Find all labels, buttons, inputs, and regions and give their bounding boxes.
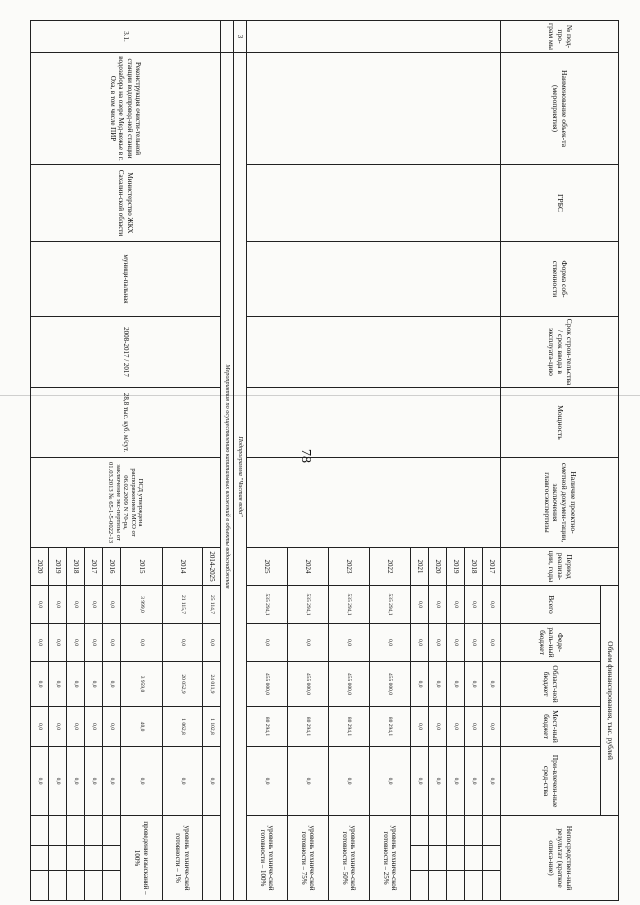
- page-number: 78: [298, 449, 313, 463]
- result-cell-a: [411, 816, 429, 846]
- subprogram-title: Подпрограмма "Чистая вода": [234, 53, 247, 901]
- total-cell: 0,0: [465, 586, 483, 624]
- local-cell: 1 102,8: [203, 707, 221, 747]
- federal-cell: 0,0: [370, 624, 411, 662]
- header-term: Срок строи-тельства / срок ввода в эксплуата-цию: [501, 317, 619, 388]
- other-cell: 0,0: [163, 747, 203, 816]
- header-local: Мест-ный бюджет: [501, 707, 601, 747]
- local-cell: 80 294,1: [329, 707, 370, 747]
- other-cell: 0,0: [465, 747, 483, 816]
- object-ownership: муници-пальная: [31, 242, 221, 317]
- result-cell-b: [103, 846, 121, 871]
- header-num: № под-про-грам мы: [501, 21, 619, 53]
- period-cell: 2024: [288, 548, 329, 586]
- other-cell: 0,0: [370, 747, 411, 816]
- regional-cell: 455 000,0: [370, 662, 411, 707]
- result-cell: [103, 871, 121, 901]
- header-total: Всего: [501, 586, 601, 624]
- table-row: [203, 21, 221, 901]
- header-period: Период реализа-ции, годы: [501, 548, 619, 586]
- federal-cell: 0,0: [429, 624, 447, 662]
- total-cell: 0,0: [49, 586, 67, 624]
- local-cell: 80 294,1: [370, 707, 411, 747]
- prev-ownership-cell: [247, 242, 501, 317]
- result-cell: уровень техниче-ской готовности – 75%: [288, 816, 329, 901]
- total-cell: 0,0: [85, 586, 103, 624]
- regional-cell: 0,0: [447, 662, 465, 707]
- period-cell: 2025: [247, 548, 288, 586]
- regional-cell: 0,0: [483, 662, 501, 707]
- header-capacity: Мощность: [501, 388, 619, 458]
- table-row: [483, 21, 501, 901]
- federal-cell: 0,0: [465, 624, 483, 662]
- header-federal: Феде-раль-ный бюджет: [501, 624, 601, 662]
- object-term: 2008-2017 / 2017: [31, 317, 221, 388]
- object-psd: ПСД утверждена распоряжением МСО от 06.02.2009 N 70-ра, заключение экс-пертизы от 01.03.2013 № 65-1-5-0022-13: [31, 458, 221, 548]
- result-cell-b: [31, 846, 49, 871]
- header-name: Наименование объек-та (мероприятия): [501, 53, 619, 165]
- object-grbs: Министерство ЖКХ Сахалин-ской области: [31, 165, 221, 242]
- prev-term-cell: [247, 317, 501, 388]
- result-cell-a: [103, 816, 121, 846]
- result-cell-a: [483, 816, 501, 846]
- result-cell: [447, 871, 465, 901]
- period-cell: 2020: [429, 548, 447, 586]
- regional-cell: 0,0: [465, 662, 483, 707]
- result-cell-a: [447, 816, 465, 846]
- period-cell: 2022: [370, 548, 411, 586]
- regional-cell: 0,0: [103, 662, 121, 707]
- other-cell: 0,0: [329, 747, 370, 816]
- local-cell: 0,0: [49, 707, 67, 747]
- federal-cell: 0,0: [85, 624, 103, 662]
- subprogram-num: 3: [234, 21, 247, 53]
- local-cell: 80 294,1: [247, 707, 288, 747]
- regional-cell: 0,0: [49, 662, 67, 707]
- result-cell: [203, 816, 221, 901]
- header-row-1: [601, 21, 619, 901]
- result-cell: [49, 871, 67, 901]
- header-other: При-влечен-ные сред-ства: [501, 747, 601, 816]
- result-cell: [67, 871, 85, 901]
- other-cell: 0,0: [121, 747, 163, 816]
- period-cell: 2014: [163, 548, 203, 586]
- regional-cell: 455 000,0: [288, 662, 329, 707]
- federal-cell: 0,0: [121, 624, 163, 662]
- result-cell: проведение изысканий – 100%: [121, 816, 163, 901]
- regional-cell: 455 000,0: [247, 662, 288, 707]
- measures-num: [221, 21, 234, 53]
- regional-cell: 0,0: [429, 662, 447, 707]
- local-cell: 0,0: [483, 707, 501, 747]
- federal-cell: 0,0: [483, 624, 501, 662]
- result-cell-a: [429, 816, 447, 846]
- total-cell: 0,0: [411, 586, 429, 624]
- result-cell-b: [465, 846, 483, 871]
- measures-title: Мероприятия по осуществлению капитальных вложений в объекты водоснабжения: [221, 53, 234, 901]
- period-cell: 2017: [85, 548, 103, 586]
- prev-grbs-cell: [247, 165, 501, 242]
- result-cell: [465, 871, 483, 901]
- prev-num-cell: [247, 21, 501, 53]
- other-cell: 0,0: [429, 747, 447, 816]
- period-cell: 2016: [103, 548, 121, 586]
- other-cell: 0,0: [288, 747, 329, 816]
- header-psd: Наличие проектно-сметной докумен-тации, заключения главгосэкспертизы: [501, 458, 619, 548]
- local-cell: 0,0: [429, 707, 447, 747]
- local-cell: 40,0: [121, 707, 163, 747]
- federal-cell: 0,0: [67, 624, 85, 662]
- other-cell: 0,0: [85, 747, 103, 816]
- total-cell: 535 294,1: [329, 586, 370, 624]
- total-cell: 0,0: [483, 586, 501, 624]
- period-cell: 2018: [465, 548, 483, 586]
- other-cell: 0,0: [247, 747, 288, 816]
- period-cell: 2017: [483, 548, 501, 586]
- federal-cell: 0,0: [329, 624, 370, 662]
- federal-cell: 0,0: [103, 624, 121, 662]
- other-cell: 0,0: [447, 747, 465, 816]
- other-cell: 0,0: [411, 747, 429, 816]
- result-cell-b: [429, 846, 447, 871]
- federal-cell: 0,0: [31, 624, 49, 662]
- result-cell: уровень техниче-ской готовности – 1%: [163, 816, 203, 901]
- result-cell: [411, 871, 429, 901]
- regional-cell: 20 052,9: [163, 662, 203, 707]
- local-cell: 0,0: [447, 707, 465, 747]
- local-cell: 0,0: [465, 707, 483, 747]
- result-cell: [483, 871, 501, 901]
- period-cell: 2020: [31, 548, 49, 586]
- period-cell: 2023: [329, 548, 370, 586]
- local-cell: 0,0: [85, 707, 103, 747]
- other-cell: 0,0: [67, 747, 85, 816]
- total-cell: 3 999,0: [121, 586, 163, 624]
- header-ownership: Форма соб-ственности: [501, 242, 619, 317]
- result-cell-a: [85, 816, 103, 846]
- federal-cell: 0,0: [203, 624, 221, 662]
- other-cell: 0,0: [49, 747, 67, 816]
- federal-cell: 0,0: [163, 624, 203, 662]
- header-result: Непосредствен-ный результат (краткое описа-ние): [501, 816, 619, 901]
- local-cell: 0,0: [67, 707, 85, 747]
- other-cell: 0,0: [31, 747, 49, 816]
- result-cell-a: [67, 816, 85, 846]
- result-cell-b: [447, 846, 465, 871]
- prev-name-cell: [247, 53, 501, 165]
- regional-cell: 3 959,0: [121, 662, 163, 707]
- regional-cell: 0,0: [67, 662, 85, 707]
- other-cell: 0,0: [203, 747, 221, 816]
- period-cell: 2019: [49, 548, 67, 586]
- local-cell: 0,0: [103, 707, 121, 747]
- result-cell: [85, 871, 103, 901]
- regional-cell: 0,0: [85, 662, 103, 707]
- prev-capacity-cell: [247, 388, 501, 458]
- result-cell-b: [67, 846, 85, 871]
- regional-cell: 24 011,9: [203, 662, 221, 707]
- total-cell: 0,0: [31, 586, 49, 624]
- total-cell: 535 294,1: [288, 586, 329, 624]
- regional-cell: 0,0: [31, 662, 49, 707]
- total-cell: 535 294,1: [370, 586, 411, 624]
- result-cell: [429, 871, 447, 901]
- total-cell: 0,0: [67, 586, 85, 624]
- header-grbs: ГРБС: [501, 165, 619, 242]
- prev-psd-cell: [247, 458, 501, 548]
- total-cell: 0,0: [447, 586, 465, 624]
- header-funding: Объем финансирования, тыс. рублей: [601, 586, 619, 816]
- local-cell: 0,0: [411, 707, 429, 747]
- measures-row: [221, 21, 234, 901]
- result-cell-b: [85, 846, 103, 871]
- object-num: 3.1.: [31, 21, 221, 53]
- other-cell: 0,0: [103, 747, 121, 816]
- period-cell: 2015: [121, 548, 163, 586]
- result-cell-a: [31, 816, 49, 846]
- result-cell-b: [483, 846, 501, 871]
- federal-cell: 0,0: [447, 624, 465, 662]
- result-cell-b: [411, 846, 429, 871]
- total-cell: 25 114,7: [203, 586, 221, 624]
- result-cell-a: [49, 816, 67, 846]
- result-cell-b: [49, 846, 67, 871]
- result-cell: уровень техниче-ской готовности – 50%: [329, 816, 370, 901]
- local-cell: 0,0: [31, 707, 49, 747]
- total-cell: 0,0: [429, 586, 447, 624]
- result-cell-a: [465, 816, 483, 846]
- result-cell: уровень техниче-ской готовности – 100%: [247, 816, 288, 901]
- regional-cell: 0,0: [411, 662, 429, 707]
- federal-cell: 0,0: [411, 624, 429, 662]
- period-cell: 2019: [447, 548, 465, 586]
- result-cell: [31, 871, 49, 901]
- object-capacity: 28,8 тыс. куб. м/сут.: [31, 388, 221, 458]
- other-cell: 0,0: [483, 747, 501, 816]
- period-cell: 2018: [67, 548, 85, 586]
- federal-cell: 0,0: [247, 624, 288, 662]
- object-name: Реконструкция очисти-тельной станции водопровод-ной станции водозабора на озере Мед-вежье в г. Оха, в том числе ПИР: [31, 53, 221, 165]
- total-cell: 535 294,1: [247, 586, 288, 624]
- period-cell: 2021: [411, 548, 429, 586]
- subprogram-row: [234, 21, 247, 901]
- rotated-page: [35, 20, 619, 900]
- federal-cell: 0,0: [49, 624, 67, 662]
- regional-cell: 455 000,0: [329, 662, 370, 707]
- local-cell: 1 062,8: [163, 707, 203, 747]
- header-regional: Област-ной бюджет: [501, 662, 601, 707]
- local-cell: 80 294,1: [288, 707, 329, 747]
- total-cell: 21 115,7: [163, 586, 203, 624]
- total-cell: 0,0: [103, 586, 121, 624]
- period-cell: 2014-2025: [203, 548, 221, 586]
- result-cell: уровень техниче-ской готовности – 25%: [370, 816, 411, 901]
- capital-investment-table: [30, 20, 619, 901]
- federal-cell: 0,0: [288, 624, 329, 662]
